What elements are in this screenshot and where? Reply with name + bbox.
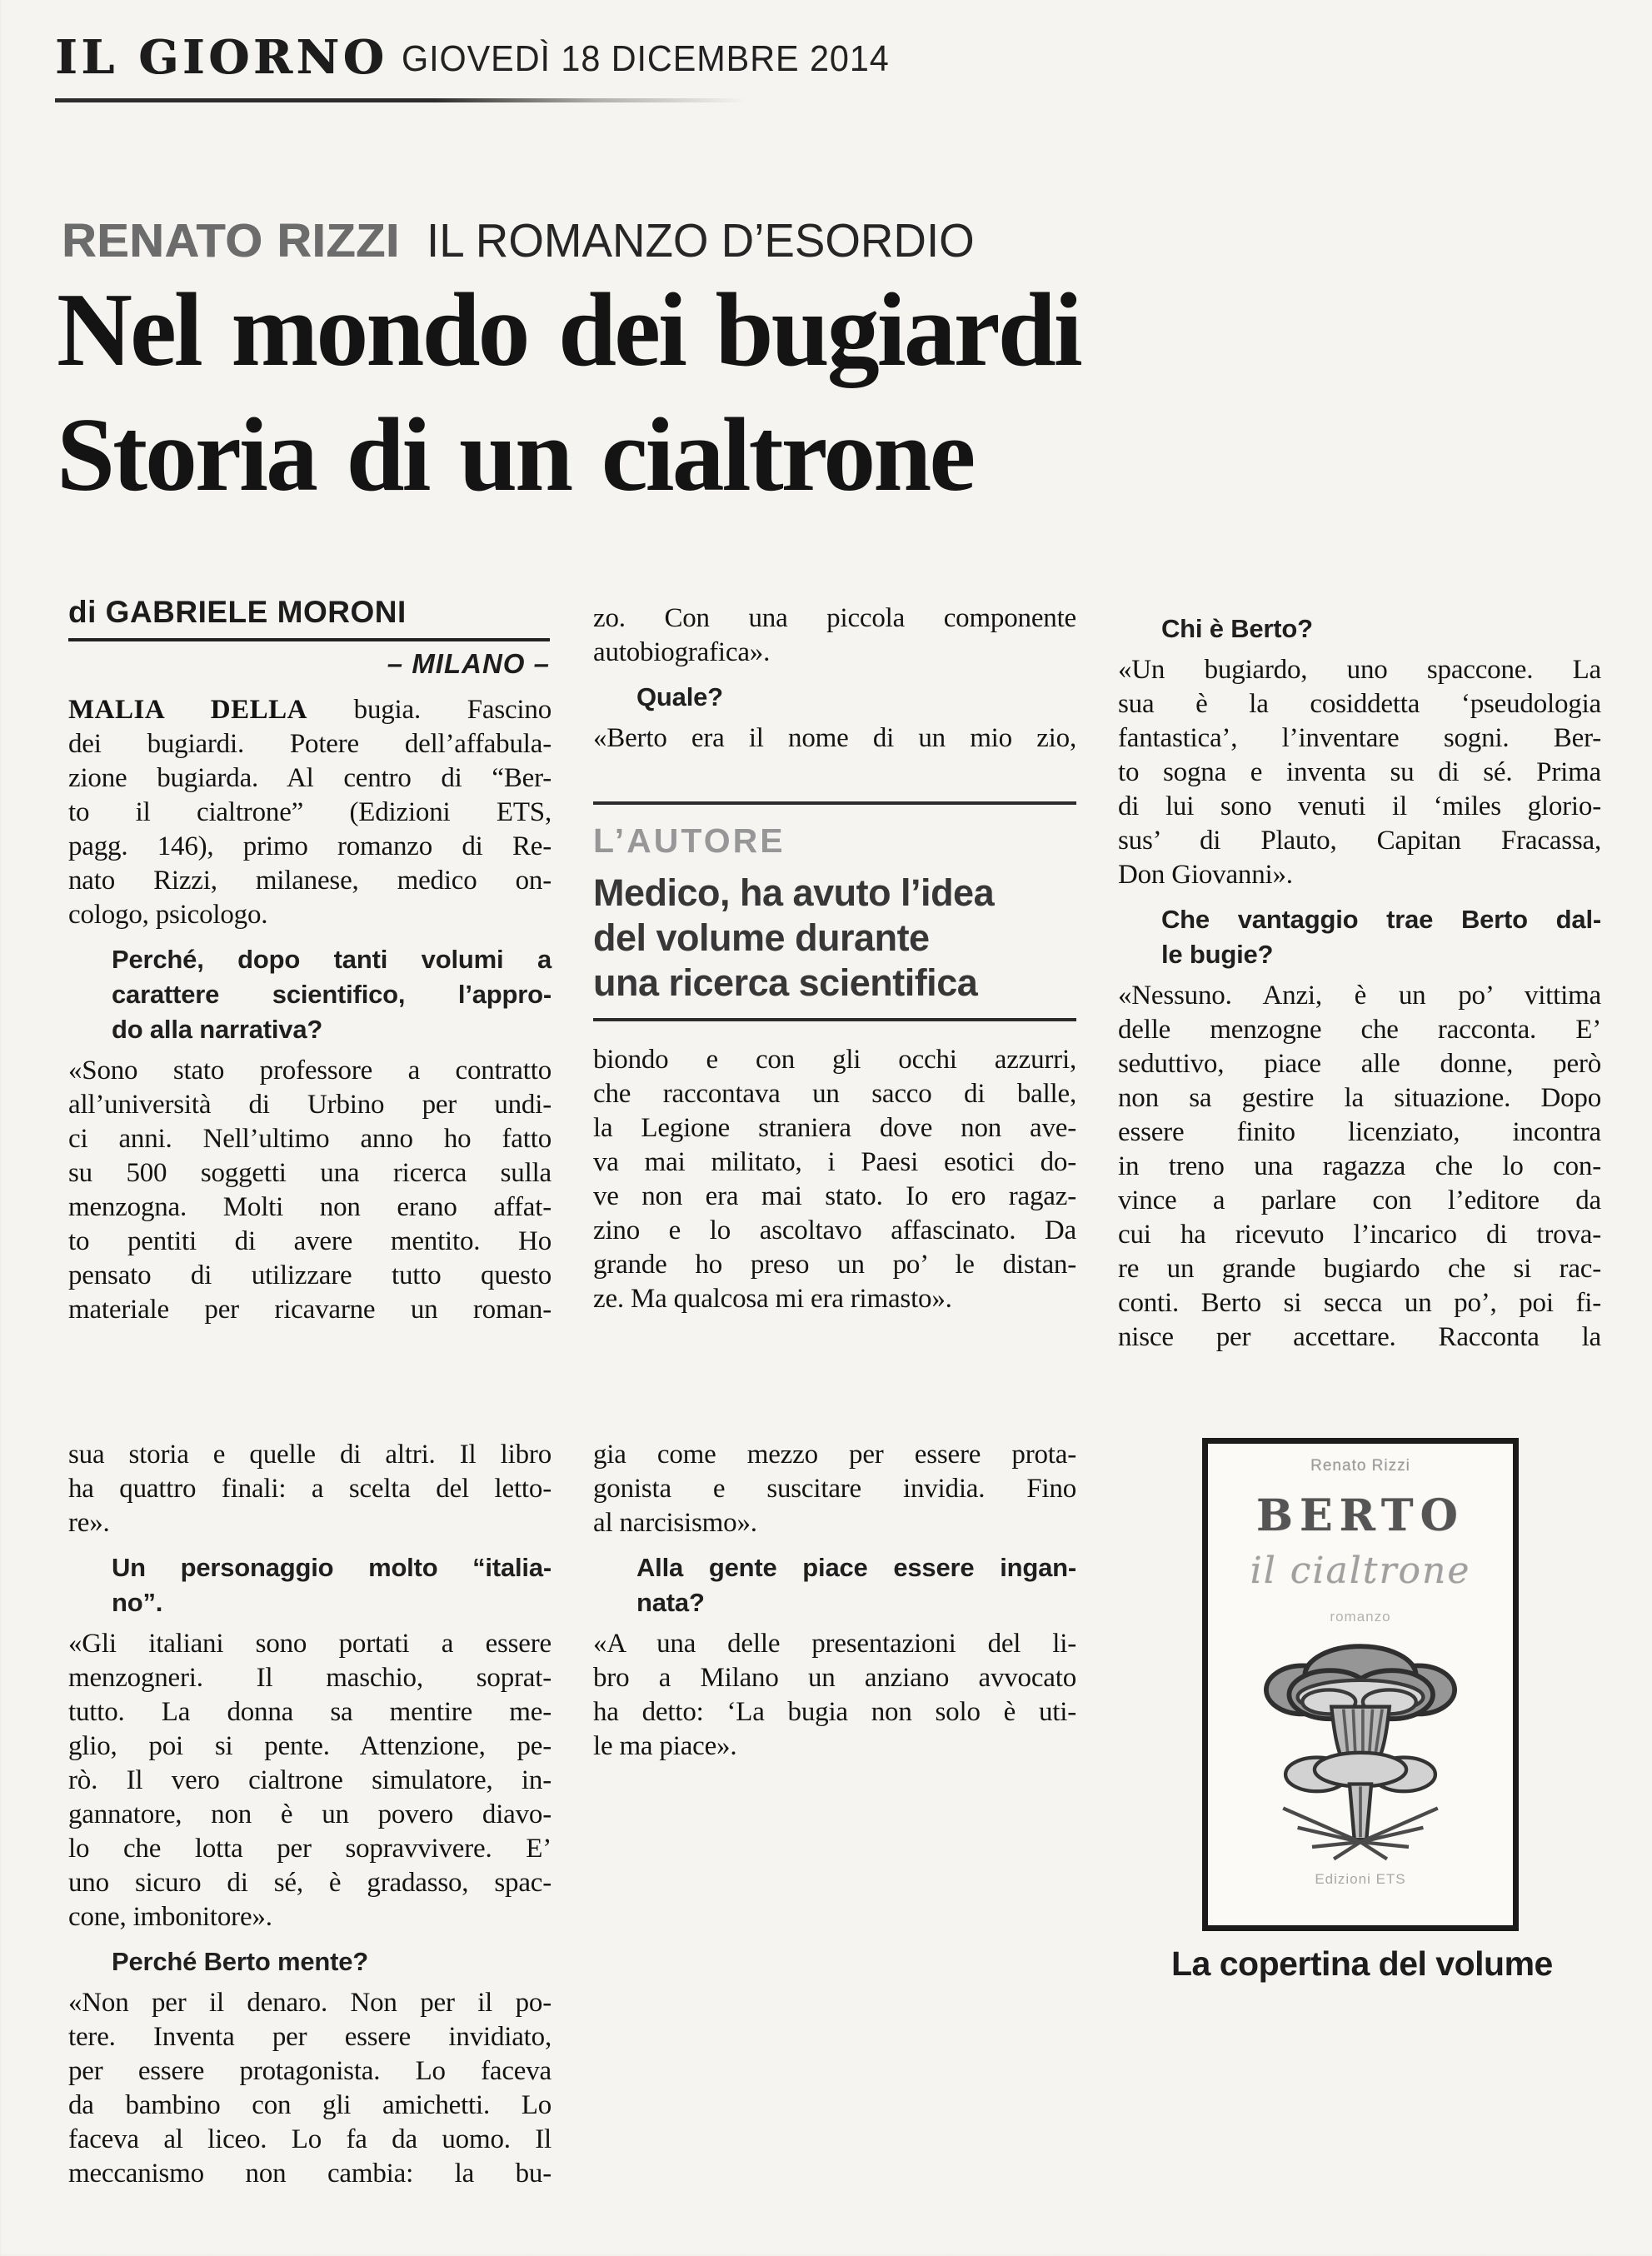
question-paragraph bbox=[1118, 611, 1601, 646]
text-line: nisce per accettare. Racconta la bbox=[1118, 1322, 1601, 1352]
body-paragraph bbox=[68, 693, 551, 932]
article-column-2-continued bbox=[593, 1438, 1076, 1764]
text-line: autobiografica». bbox=[593, 637, 771, 667]
author-box-label: L’AUTORE bbox=[593, 821, 786, 860]
text-line: fantastica’, l’inventare sogni. Ber- bbox=[1118, 723, 1601, 753]
text-line: zino e lo ascoltavo affascinato. Da bbox=[593, 1215, 1076, 1245]
body-paragraph bbox=[593, 1043, 1076, 1316]
byline-author: di GABRIELE MORONI bbox=[68, 595, 407, 629]
text-line: «Sono stato professore a contratto bbox=[68, 1056, 551, 1086]
text-line: le bugie? bbox=[1161, 940, 1274, 969]
text-line: faceva al liceo. Lo fa da uomo. Il bbox=[68, 2124, 551, 2154]
text-line: conti. Berto si secca un po’, poi fi- bbox=[1118, 1288, 1601, 1318]
text-line: menzogneri. Il maschio, soprat- bbox=[68, 1663, 551, 1693]
text-line: MALIA DELLA bugia. Fascino bbox=[68, 695, 551, 725]
author-info-box bbox=[593, 801, 1076, 1021]
body-paragraph bbox=[1118, 979, 1601, 1355]
masthead-rule bbox=[55, 98, 746, 102]
text-line: carattere scientifico, l’appro- bbox=[112, 980, 551, 1009]
kicker bbox=[62, 213, 997, 268]
text-line: nato Rizzi, milanese, medico on- bbox=[68, 866, 551, 896]
masthead-title: IL GIORNO bbox=[55, 30, 388, 85]
text-line: che raccontava un sacco di balle, bbox=[593, 1079, 1076, 1109]
text-line: uno sicuro di sé, è gradasso, spac- bbox=[68, 1868, 551, 1898]
article-column-1-continued bbox=[68, 1438, 551, 2191]
headline bbox=[57, 268, 1081, 518]
body-paragraph bbox=[593, 601, 1076, 670]
body-paragraph bbox=[1118, 653, 1601, 892]
text-line: rò. Il vero cialtrone simulatore, in- bbox=[68, 1765, 551, 1795]
text-line: zo. Con una piccola componente bbox=[593, 603, 1076, 633]
text-line: «Gli italiani sono portati a essere bbox=[68, 1629, 551, 1659]
question-paragraph bbox=[593, 1550, 1076, 1620]
text-line: grande ho preso un po’ le distan- bbox=[593, 1250, 1076, 1280]
text-line: gia come mezzo per essere prota- bbox=[593, 1440, 1076, 1470]
text-line: la Legione straniera dove non ave- bbox=[593, 1113, 1076, 1143]
text-line: ha detto: ‘La bugia non solo è uti- bbox=[593, 1697, 1076, 1727]
text-line: cui ha ricevuto l’incarico di trova- bbox=[1118, 1220, 1601, 1250]
text-line: Alla gente piace essere ingan- bbox=[636, 1553, 1076, 1582]
text-line: al narcisismo». bbox=[593, 1508, 757, 1538]
text-line: menzogna. Molti non erano affat- bbox=[68, 1192, 551, 1222]
text-line: le ma piace». bbox=[593, 1731, 737, 1761]
text-line: da bambino con gli amichetti. Lo bbox=[68, 2090, 551, 2120]
book-cover-genre: romanzo bbox=[1330, 1609, 1391, 1625]
body-paragraph bbox=[593, 1627, 1076, 1764]
question-paragraph bbox=[68, 1550, 551, 1620]
text-line: to sogna e inventa su di sé. Prima bbox=[1118, 757, 1601, 787]
text-line: cone, imbonitore». bbox=[68, 1902, 272, 1932]
text-line: zione bugiarda. Al centro di “Ber- bbox=[68, 763, 551, 793]
byline-dateline: – MILANO – bbox=[387, 648, 550, 679]
kicker-author-name: RENATO RIZZI bbox=[62, 214, 400, 267]
author-box-line-2: del volume durante bbox=[593, 916, 930, 959]
text-line: di lui sono venuti il ‘miles glorio- bbox=[1118, 791, 1601, 821]
text-line: non sa gestire la situazione. Dopo bbox=[1118, 1083, 1601, 1113]
text-line: glio, poi si pente. Attenzione, pe- bbox=[68, 1731, 551, 1761]
text-line: cologo, psicologo. bbox=[68, 900, 268, 930]
book-cover-publisher: Edizioni ETS bbox=[1315, 1871, 1406, 1887]
body-paragraph bbox=[68, 1438, 551, 1540]
mushroom-cloud-illustration bbox=[1208, 1627, 1513, 1873]
book-cover-image bbox=[1202, 1438, 1519, 1931]
text-line: tutto. La donna sa mentire me- bbox=[68, 1697, 551, 1727]
text-line: per essere protagonista. Lo faceva bbox=[68, 2056, 551, 2086]
article-column-1-top bbox=[68, 693, 551, 1327]
text-line: pensato di utilizzare tutto questo bbox=[68, 1260, 551, 1290]
text-line: tere. Inventa per essere invidiato, bbox=[68, 2022, 551, 2052]
text-line: biondo e con gli occhi azzurri, bbox=[593, 1045, 1076, 1075]
text-line: re». bbox=[68, 1508, 110, 1538]
text-line: «A una delle presentazioni del li- bbox=[593, 1629, 1076, 1659]
text-line: no”. bbox=[112, 1588, 163, 1617]
text-line: «Nessuno. Anzi, è un po’ vittima bbox=[1118, 981, 1601, 1011]
text-line: delle menzogne che racconta. E’ bbox=[1118, 1015, 1601, 1045]
text-line: bro a Milano un anziano avvocato bbox=[593, 1663, 1076, 1693]
text-line: sus’ di Plauto, Capitan Fracassa, bbox=[1118, 826, 1601, 856]
text-line: to il cialtrone” (Edizioni ETS, bbox=[68, 797, 551, 827]
text-line: materiale per ricavarne un roman- bbox=[68, 1295, 551, 1325]
text-line: gannatore, non è un povero diavo- bbox=[68, 1799, 551, 1829]
book-cover-title: BERTO bbox=[1256, 1490, 1465, 1541]
byline-rule bbox=[68, 638, 550, 641]
text-line: Quale? bbox=[636, 682, 723, 711]
text-line: «Non per il denaro. Non per il po- bbox=[68, 1988, 551, 2018]
text-line: Chi è Berto? bbox=[1161, 614, 1313, 643]
text-line: Perché Berto mente? bbox=[112, 1947, 369, 1976]
headline-line-2: Storia di un cialtrone bbox=[57, 397, 974, 513]
text-line: su 500 soggetti una ricerca sulla bbox=[68, 1158, 551, 1188]
text-line: meccanismo non cambia: la bu- bbox=[68, 2159, 551, 2189]
text-line: lo che lotta per sopravvivere. E’ bbox=[68, 1834, 551, 1864]
text-line: seduttivo, piace alle donne, però bbox=[1118, 1049, 1601, 1079]
text-line: in treno una ragazza che lo con- bbox=[1118, 1151, 1601, 1181]
text-line: «Berto era il nome di un mio zio, bbox=[593, 723, 1076, 753]
text-line: ve non era mai stato. Io ero ragaz- bbox=[593, 1181, 1076, 1211]
text-line: Un personaggio molto “italia- bbox=[112, 1553, 551, 1582]
text-line: sua è la cosiddetta ‘pseudologia bbox=[1118, 689, 1601, 719]
headline-line-1: Nel mondo dei bugiardi bbox=[57, 272, 1081, 388]
text-line: vince a parlare con l’editore da bbox=[1118, 1185, 1601, 1215]
article-column-2-bottom bbox=[593, 1043, 1076, 1316]
book-cover-subtitle: il cialtrone bbox=[1250, 1550, 1471, 1592]
book-cover-caption: La copertina del volume bbox=[1171, 1944, 1553, 1983]
text-line: pagg. 146), primo romanzo di Re- bbox=[68, 831, 551, 861]
text-line: dei bugiardi. Potere dell’affabula- bbox=[68, 729, 551, 759]
author-box-line-3: una ricerca scientifica bbox=[593, 961, 978, 1004]
text-line: ci anni. Nell’ultimo anno ho fatto bbox=[68, 1124, 551, 1154]
text-line: ha quattro finali: a scelta del letto- bbox=[68, 1474, 551, 1504]
text-line: ze. Ma qualcosa mi era rimasto». bbox=[593, 1284, 952, 1314]
question-paragraph bbox=[68, 942, 551, 1047]
text-line: gonista e suscitare invidia. Fino bbox=[593, 1474, 1076, 1504]
body-paragraph bbox=[68, 1627, 551, 1934]
body-paragraph bbox=[68, 1986, 551, 2191]
question-paragraph bbox=[593, 680, 1076, 715]
text-line: Che vantaggio trae Berto dal- bbox=[1161, 905, 1601, 934]
text-line: to pentiti di avere mentito. Ho bbox=[68, 1226, 551, 1256]
body-paragraph bbox=[68, 1054, 551, 1327]
kicker-text: IL ROMANZO D’ESORDIO bbox=[426, 214, 975, 267]
text-line: Perché, dopo tanti volumi a bbox=[112, 945, 551, 974]
article-column-2-top bbox=[593, 601, 1076, 756]
masthead-date: GIOVEDÌ 18 DICEMBRE 2014 bbox=[402, 38, 890, 79]
article-column-3 bbox=[1118, 601, 1601, 1355]
text-line: va mai militato, i Paesi esotici do- bbox=[593, 1147, 1076, 1177]
body-paragraph bbox=[593, 1438, 1076, 1540]
text-line: nata? bbox=[636, 1588, 705, 1617]
text-line: re un grande bugiardo che si rac- bbox=[1118, 1254, 1601, 1284]
byline-block bbox=[68, 595, 550, 680]
book-cover-author: Renato Rizzi bbox=[1310, 1457, 1410, 1475]
text-line: all’università di Urbino per undi- bbox=[68, 1090, 551, 1120]
text-line: sua storia e quelle di altri. Il libro bbox=[68, 1440, 551, 1470]
body-paragraph bbox=[593, 721, 1076, 756]
text-line: Don Giovanni». bbox=[1118, 860, 1293, 890]
text-line: do alla narrativa? bbox=[112, 1015, 323, 1044]
author-box-headline bbox=[593, 871, 1076, 1006]
question-paragraph bbox=[68, 1944, 551, 1979]
question-paragraph bbox=[1118, 902, 1601, 972]
text-line: essere finito licenziato, incontra bbox=[1118, 1117, 1601, 1147]
text-line: «Un bugiardo, uno spaccone. La bbox=[1118, 655, 1601, 685]
author-box-line-1: Medico, ha avuto l’idea bbox=[593, 871, 995, 914]
